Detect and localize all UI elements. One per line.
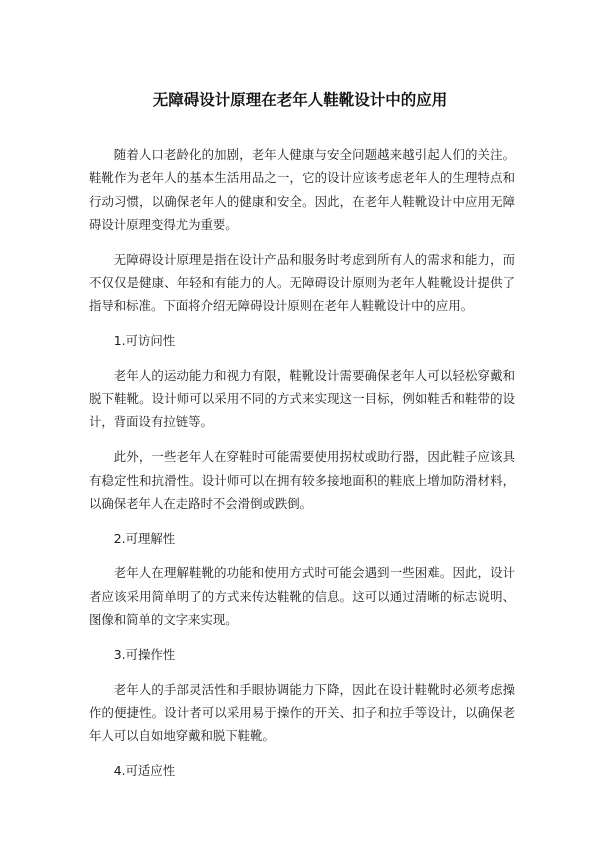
section-heading-operability: 3.可操作性 xyxy=(113,646,176,662)
paragraph-accessibility-2: 此外，一些老年人在穿鞋时可能需要使用拐杖或助行器，因此鞋子应该具有稳定性和抗滑性。设计师可以在拥有较多接地面积的鞋底上增加防滑材料，以确保老年人在走路时不会滑倒或跌倒。 xyxy=(89,449,515,511)
paragraph-understandability: 老年人在理解鞋靴的功能和使用方式时可能会遇到一些困难。因此，设计者应该采用简单明了的方式来传达鞋靴的信息。这可以通过清晰的标志说明、图像和简单的文字来实现。 xyxy=(89,565,515,628)
paragraph-principle: 无障碍设计原理是指在设计产品和服务时考虑到所有人的需求和能力，而不仅仅是健康、年轻和有能力的人。无障碍设计原则为老年人鞋靴设计提供了指导和标准。下面将介绍无障碍设计原则在老年人鞋靴设计中的应用。 xyxy=(89,251,515,314)
document-title: 无障碍设计原理在老年人鞋靴设计中的应用 xyxy=(152,91,448,109)
section-heading-understandability: 2.可理解性 xyxy=(113,530,176,546)
section-heading-adaptability: 4.可适应性 xyxy=(113,763,176,779)
section-heading-accessibility: 1.可访问性 xyxy=(113,333,176,349)
paragraph-accessibility-1: 老年人的运动能力和视力有限，鞋靴设计需要确保老年人可以轻松穿戴和脱下鞋靴。设计师可以采用不同的方式来实现这一目标，例如鞋舌和鞋带的设计，背面设有拉链等。 xyxy=(89,367,515,430)
document-body xyxy=(89,143,515,794)
paragraph-operability: 老年人的手部灵活性和手眼协调能力下降，因此在设计鞋靴时必须考虑操作的便捷性。设计者可以采用易于操作的开关、扣子和拉手等设计，以确保老年人可以自如地穿戴和脱下鞋靴。 xyxy=(89,681,515,744)
paragraph-intro: 随着人口老龄化的加剧，老年人健康与安全问题越来越引起人们的关注。鞋靴作为老年人的基本生活用品之一，它的设计应该考虑老年人的生理特点和行动习惯，以确保老年人的健康和安全。因此，在老年人鞋靴设计中应用无障碍设计原理变得尤为重要。 xyxy=(89,147,515,232)
